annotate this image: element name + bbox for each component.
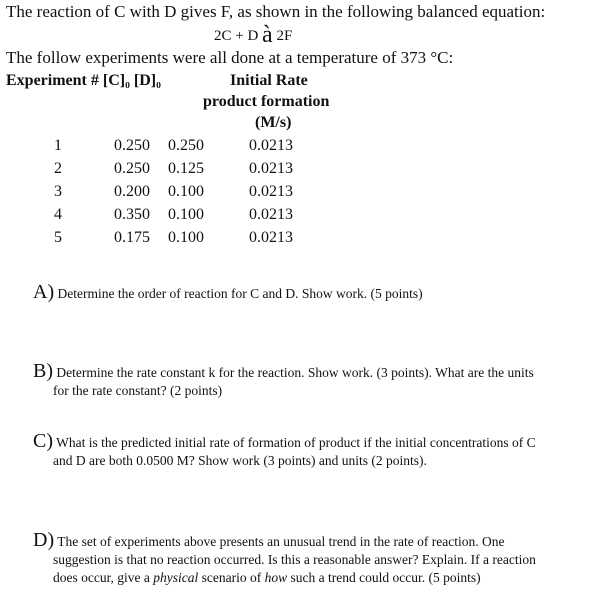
exp-number: 5: [54, 229, 62, 246]
conc-c: 0.250: [114, 160, 150, 177]
question-c: [33, 432, 536, 470]
conc-c: 0.250: [114, 137, 150, 154]
table-header-left: Experiment # [C]₀ [D]₀: [6, 72, 161, 89]
question-d: [33, 531, 536, 587]
question-text: Determine the rate constant k for the reaction. Show work. (3 points). What are the units: [56, 365, 534, 380]
conc-d: 0.125: [168, 160, 204, 177]
table-header-rate-3: (M/s): [255, 114, 292, 131]
table-header-rate-2: product formation: [203, 93, 330, 110]
question-text: The set of experiments above presents an unusual trend in the rate of reaction. One: [57, 534, 505, 549]
exp-number: 3: [54, 183, 62, 200]
question-text: What is the predicted initial rate of formation of product if the initial concentrations of C: [56, 435, 536, 450]
question-text-part: such a trend could occur. (5 points): [287, 570, 481, 585]
initial-rate: 0.0213: [249, 137, 293, 154]
question-a: [33, 283, 423, 303]
question-text-part: scenario of: [198, 570, 265, 585]
table-row: [0, 160, 603, 182]
emphasis-physical: physical: [153, 570, 199, 585]
exp-number: 1: [54, 137, 62, 154]
question-text-cont: for the rate constant? (2 points): [53, 383, 223, 398]
conc-c: 0.200: [114, 183, 150, 200]
question-letter: A): [33, 281, 55, 303]
conc-c: 0.350: [114, 206, 150, 223]
question-text: Determine the order of reaction for C and D. Show work. (5 points): [57, 286, 423, 301]
conc-d: 0.100: [168, 183, 204, 200]
question-b: [33, 362, 534, 400]
question-text-cont: and D are both 0.0500 M? Show work (3 points) and units (2 points).: [53, 453, 427, 468]
table-header-rate-1: Initial Rate: [230, 72, 308, 89]
intro-line-2: The follow experiments were all done at a temperature of 373 °C:: [6, 48, 454, 67]
initial-rate: 0.0213: [249, 183, 293, 200]
conc-d: 0.100: [168, 206, 204, 223]
question-letter: C): [33, 430, 53, 452]
balanced-equation: [214, 20, 292, 47]
question-text-part: does occur, give a: [53, 570, 154, 585]
question-text-cont: suggestion is that no reaction occurred. Is this a reasonable answer? Explain. If a reaction: [53, 552, 536, 567]
table-row: [0, 206, 603, 228]
question-text-cont: [33, 569, 536, 587]
initial-rate: 0.0213: [249, 229, 293, 246]
equation-products: 2F: [276, 28, 293, 44]
initial-rate: 0.0213: [249, 160, 293, 177]
conc-d: 0.250: [168, 137, 204, 154]
conc-c: 0.175: [114, 229, 150, 246]
equation-reactants: 2C + D: [214, 28, 259, 44]
intro-line-1: The reaction of C with D gives F, as shown in the following balanced equation:: [6, 2, 546, 21]
conc-d: 0.100: [168, 229, 204, 246]
table-row: [0, 229, 603, 251]
exp-number: 2: [54, 160, 62, 177]
equation-arrow: à: [262, 22, 273, 48]
question-letter: B): [33, 360, 53, 382]
question-letter: D): [33, 529, 55, 551]
initial-rate: 0.0213: [249, 206, 293, 223]
table-row: [0, 137, 603, 159]
emphasis-how: how: [264, 570, 288, 585]
exp-number: 4: [54, 206, 62, 223]
table-row: [0, 183, 603, 205]
